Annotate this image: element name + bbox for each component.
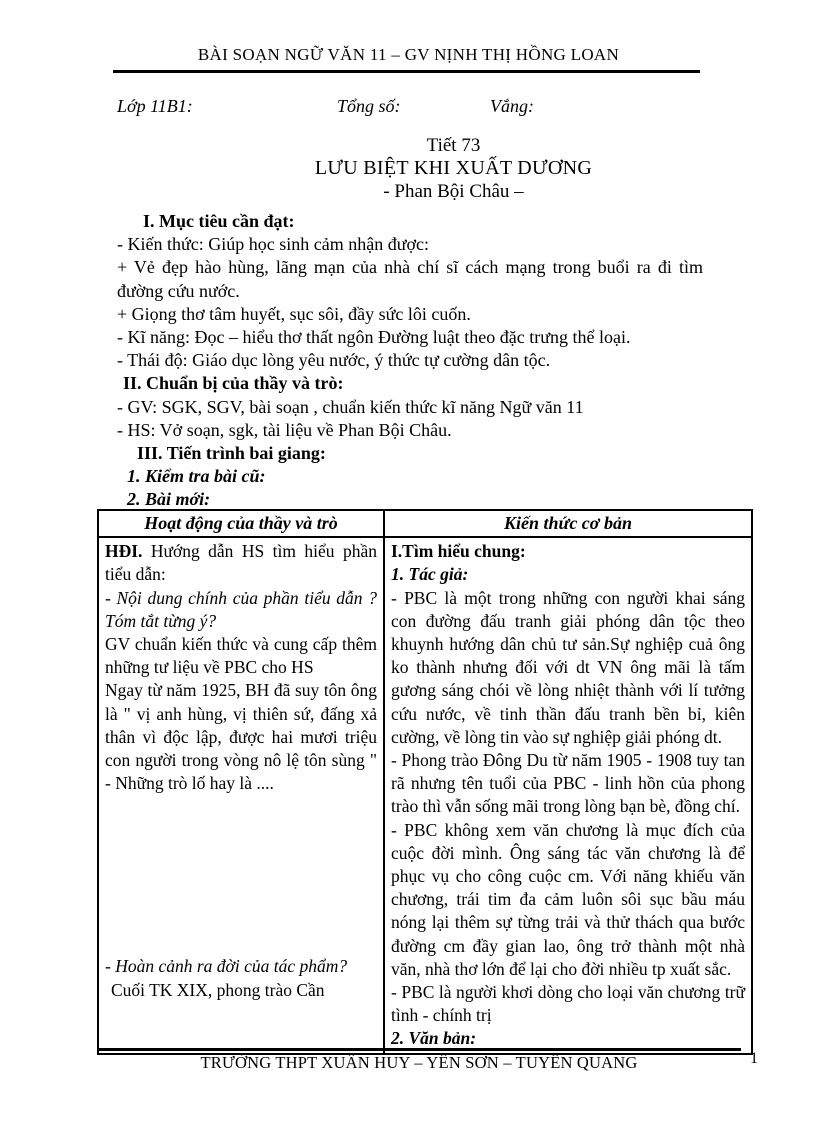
- section-heading-preparation: II. Chuẩn bị của thầy và trò:: [123, 373, 344, 394]
- lesson-title-block: [117, 134, 790, 203]
- knowledge-paragraph: - PBC là người khơi dòng cho loại văn chương trữ tình - chính trị: [391, 982, 745, 1026]
- lesson-plan-body: [117, 210, 703, 512]
- total-label: Tổng số:: [337, 96, 401, 116]
- empty-space: [105, 795, 377, 955]
- body-paragraph: - Kiến thức: Giúp học sinh cảm nhận được:: [117, 234, 429, 255]
- knowledge-cell: [384, 537, 752, 1053]
- lesson-period: Tiết 73: [426, 135, 481, 156]
- body-paragraph: - Kĩ năng: Đọc – hiểu thơ thất ngôn Đường luật theo đặc trưng thể loại.: [117, 327, 631, 348]
- class-label: Lớp 11B1:: [117, 96, 193, 116]
- knowledge-paragraph: - PBC không xem văn chương là mục đích của cuộc đời mình. Ông sáng tác văn chương là để phục vụ cho công cuộc cm. Với năng khiếu văn chương, trái tim đa cảm luôn sôi sục bầu máu nóng lại thêm sự từng trải và thử thách qua bước đường cm đầy gian lao, ông trở thành một nhà văn, nhà thơ lớn để lại cho đời nhiều tp xuất sắc.: [391, 819, 745, 979]
- knowledge-paragraph: - Phong trào Đông Du từ năm 1905 - 1908 tuy tan rã nhưng tên tuổi của PBC - linh hồn của phong trào thì vẫn sống mãi trong lòng bạn bè, đồng chí.: [391, 750, 745, 817]
- body-paragraph: - HS: Vở soạn, sgk, tài liệu về Phan Bội Châu.: [117, 419, 452, 440]
- knowledge-heading: I.Tìm hiểu chung:: [391, 541, 526, 562]
- activities-cell: [98, 537, 384, 1053]
- subsection-check-old-lesson: 1. Kiểm tra bài cũ:: [127, 466, 266, 487]
- body-paragraph: - Thái độ: Giáo dục lòng yêu nước, ý thức tự cường dân tộc.: [117, 350, 551, 371]
- body-paragraph: + Vẻ đẹp hào hùng, lãng mạn của nhà chí sĩ cách mạng trong buổi ra đi tìm đường cứu nước.: [117, 257, 703, 301]
- activity-paragraph: [105, 540, 377, 586]
- footer-school-name: TRƯỜNG THPT XUÂN HUY – YÊN SƠN – TUYÊN QUANG: [200, 1053, 638, 1072]
- activity-paragraph: Ngay từ năm 1925, BH đã suy tôn ông là " vị anh hùng, vị thiên sứ, đấng xả thân vì độc lập, được hai mươi triệu con người trong vòng nô lệ tôn sùng " - Những trò lố hay là ....: [105, 680, 377, 794]
- table-header-row: [98, 510, 752, 537]
- activity-text: Hướng dẫn HS tìm hiểu phần tiểu dẫn:: [105, 541, 377, 585]
- activity-paragraph: GV chuẩn kiến thức và cung cấp thêm những tư liệu về PBC cho HS: [105, 634, 377, 678]
- knowledge-subheading: 1. Tác giả:: [391, 564, 469, 585]
- header-divider-line: [113, 70, 700, 73]
- column-header-knowledge: Kiến thức cơ bản: [384, 510, 752, 537]
- knowledge-paragraph: - PBC là một trong những con người khai sáng con đường đấu tranh giải phóng dân tộc theo khuynh hướng dân chủ tư sản.Sự nghiệp cuả ông ko thành nhưng đối với dt VN ông mãi là tấm gương sáng chói về lòng nhiệt thành với lí tưởng cứu nước, về tinh thần đấu tranh bền bỉ, kiên cường, về lòng tin vào sự nghiệp giải phóng dt.: [391, 587, 745, 747]
- class-info-line: [0, 96, 816, 120]
- section-heading-procedure: III. Tiến trình bai giang:: [137, 443, 326, 464]
- activity-label: HĐI.: [105, 541, 143, 562]
- teacher-question: - Nội dung chính của phần tiểu dẫn ? Tóm tắt từng ý?: [105, 587, 377, 631]
- lesson-title: LƯU BIỆT KHI XUẤT DƯƠNG: [314, 157, 593, 179]
- lesson-content-table: [97, 509, 753, 1055]
- section-heading-objectives: I. Mục tiêu cần đạt:: [143, 211, 295, 231]
- body-paragraph: + Giọng thơ tâm huyết, sục sôi, đầy sức lôi cuốn.: [117, 303, 471, 324]
- table-body-row: [98, 537, 752, 1053]
- subsection-new-lesson: 2. Bài mới:: [127, 489, 211, 510]
- absent-label: Vắng:: [490, 96, 534, 116]
- lesson-author: - Phan Bội Châu –: [383, 181, 524, 202]
- document-header-title: BÀI SOẠN NGỮ VĂN 11 – GV NỊNH THỊ HỒNG LOAN: [197, 45, 620, 64]
- footer-divider-line: [97, 1048, 741, 1051]
- column-header-activities: Hoạt động của thầy và trò: [98, 510, 384, 537]
- page-number: 1: [750, 1050, 758, 1067]
- teacher-question: - Hoàn cảnh ra đời của tác phẩm?: [105, 956, 348, 977]
- body-paragraph: - GV: SGK, SGV, bài soạn , chuẩn kiến thức kĩ năng Ngữ văn 11: [117, 396, 584, 417]
- activity-paragraph: Cuối TK XIX, phong trào Cần: [111, 979, 325, 1000]
- knowledge-subheading: 2. Văn bản:: [391, 1028, 477, 1049]
